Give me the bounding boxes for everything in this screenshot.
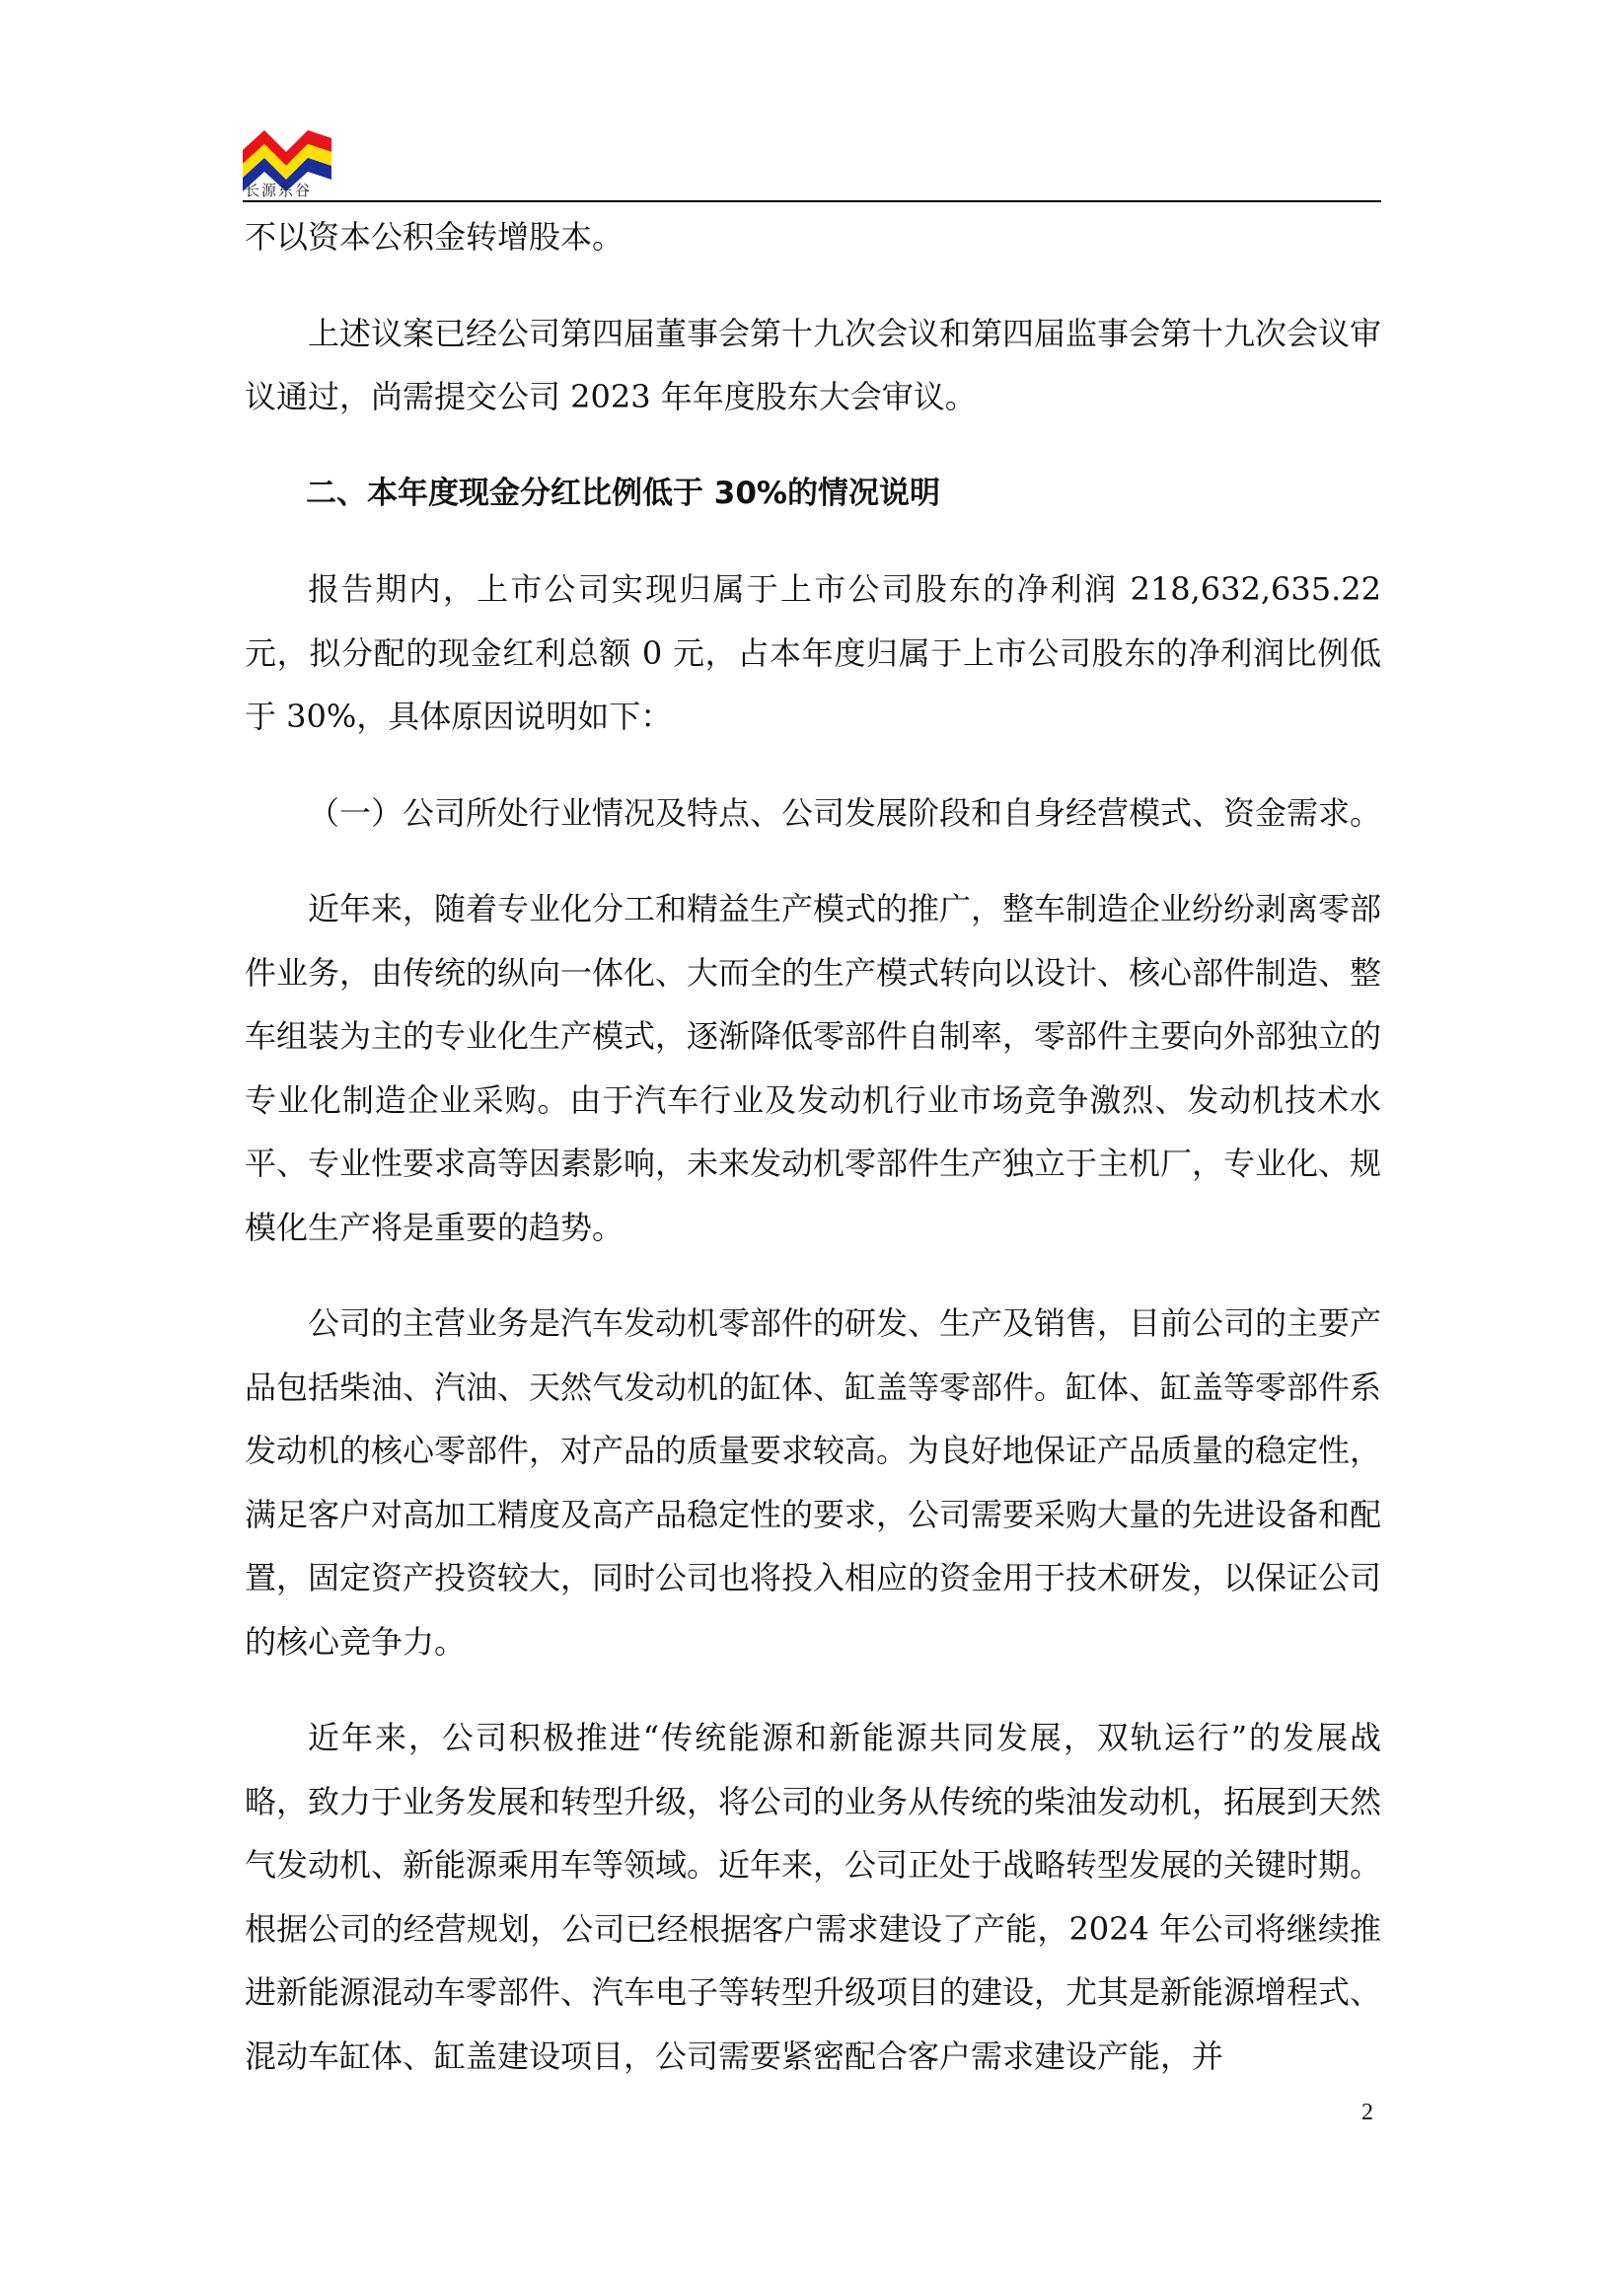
page-number: 2	[1361, 2100, 1373, 2125]
section-heading: 二、本年度现金分红比例低于 30%的情况说明	[306, 475, 940, 511]
paragraph-2: 报告期内，上市公司实现归属于上市公司股东的净利润 218,632,635.22 元，拟分配的现金红利总额 0 元，占本年度归属于上市公司股东的净利润比例低于 30%，具体原因说明如下：	[245, 570, 1381, 735]
paragraph-3: （一）公司所处行业情况及特点、公司发展阶段和自身经营模式、资金需求。	[308, 793, 1382, 832]
header-rule	[243, 200, 1381, 202]
document-body	[245, 205, 1381, 2120]
paragraph-0: 不以资本公积金转增股本。	[245, 218, 624, 256]
logo-text: 长源东谷	[245, 182, 313, 199]
paragraph-6: 近年来，公司积极推进“传统能源和新能源共同发展，双轨运行”的发展战略，致力于业务发展和转型升级，将公司的业务从传统的柴油发动机，拓展到天然气发动机、新能源乘用车等领域。近年来，公司正处于战略转型发展的关键时期。根据公司的经营规划，公司已经根据客户需求建设了产能，2024 年公司将继续推进新能源混动车零部件、汽车电子等转型升级项目的建设，尤其是新能源增程式、混动车缸体、缸盖建设项目，公司需要紧密配合客户需求建设产能，并	[245, 1719, 1382, 2075]
paragraph-5: 公司的主营业务是汽车发动机零部件的研发、生产及销售，目前公司的主要产品包括柴油、汽油、天然气发动机的缸体、缸盖等零部件。缸体、缸盖等零部件系发动机的核心零部件，对产品的质量要求较高。为良好地保证产品质量的稳定性，满足客户对高加工精度及高产品稳定性的要求，公司需要采购大量的先进设备和配置，固定资产投资较大，同时公司也将投入相应的资金用于技术研发，以保证公司的核心竞争力。	[245, 1304, 1382, 1661]
paragraph-1: 上述议案已经公司第四届董事会第十九次会议和第四届监事会第十九次会议审议通过，尚需提交公司 2023 年年度股东大会审议。	[245, 314, 1382, 415]
paragraph-4: 近年来，随着专业化分工和精益生产模式的推广，整车制造企业纷纷剥离零部件业务，由传统的纵向一体化、大而全的生产模式转向以设计、核心部件制造、整车组装为主的专业化生产模式，逐渐降低零部件自制率，零部件主要向外部独立的专业化制造企业采购。由于汽车行业及发动机行业市场竞争激烈、发动机技术水平、专业性要求高等因素影响，未来发动机零部件生产独立于主机厂，专业化、规模化生产将是重要的趋势。	[245, 890, 1382, 1246]
